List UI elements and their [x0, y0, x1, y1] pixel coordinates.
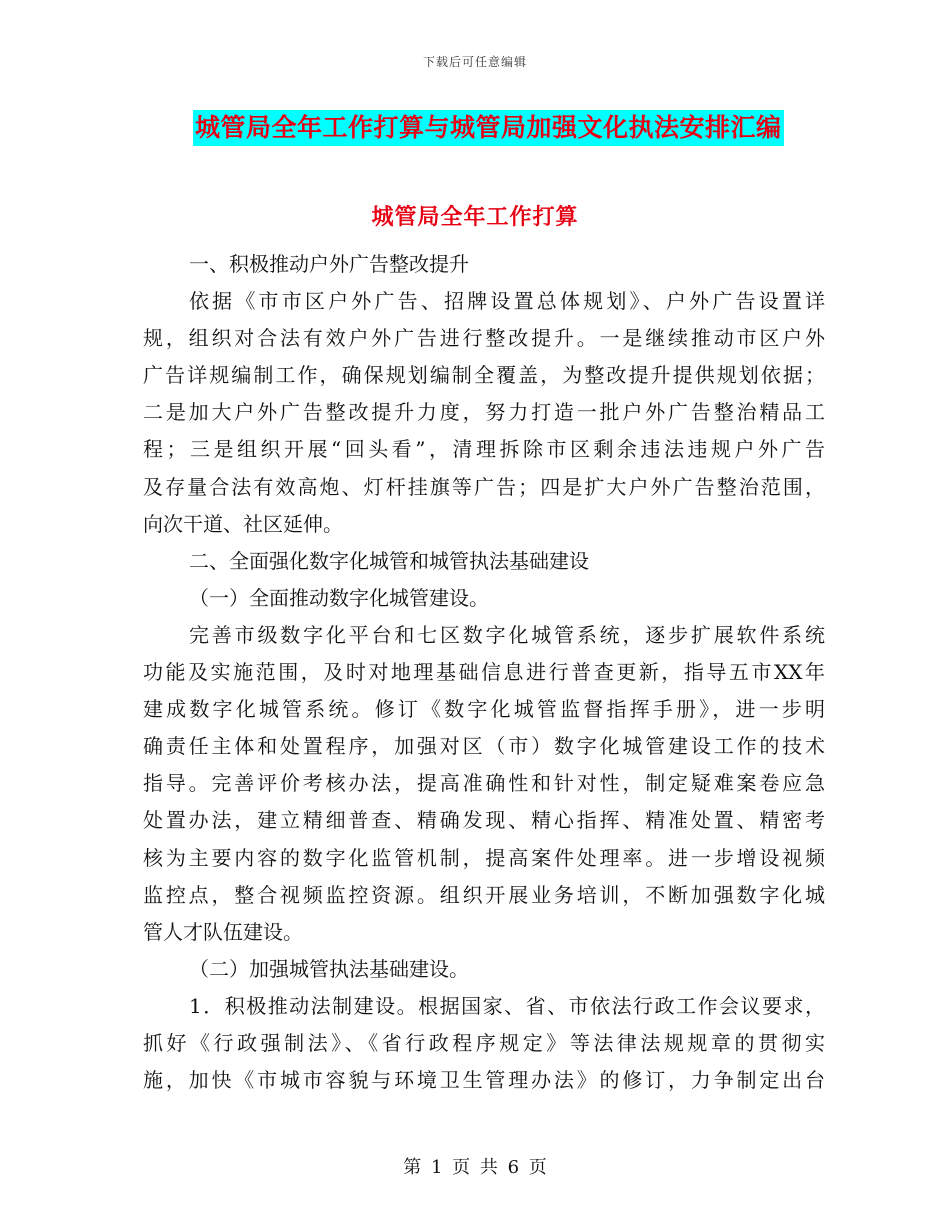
paragraph-line: 确责任主体和处置程序，加强对区（市）数字化城管建设工作的技术: [143, 734, 825, 759]
document-body: [143, 246, 825, 1099]
paragraph-line: 1．积极推动法制建设。根据国家、省、市依法行政工作会议要求，: [189, 993, 825, 1018]
page-header-note: 下载后可任意编辑: [422, 55, 527, 69]
heading-line: 二、全面强化数字化城管和城管执法基础建设: [189, 548, 589, 573]
subheading-line: （二）加强城管执法基础建设。: [189, 956, 469, 981]
paragraph-line: 功能及实施范围，及时对地理基础信息进行普查更新，指导五市XX年: [143, 660, 825, 685]
document-title: 城管局全年工作打算与城管局加强文化执法安排汇编: [193, 110, 784, 146]
paragraph-line: 抓好《行政强制法》、《省行政程序规定》等法律法规规章的贯彻实: [143, 1030, 825, 1055]
paragraph-line: 管人才队伍建设。: [143, 919, 303, 944]
paragraph-line: 依据《市市区户外广告、招牌设置总体规划》、户外广告设置详: [189, 289, 825, 314]
subheading-line: （一）全面推动数字化城管建设。: [189, 585, 489, 610]
paragraph-line: 二是加大户外广告整改提升力度，努力打造一批户外广告整治精品工: [143, 400, 825, 425]
paragraph-line: 施，加快《市城市容貌与环境卫生管理办法》的修订，力争制定出台: [143, 1068, 825, 1093]
paragraph-line: 向次干道、社区延伸。: [143, 511, 343, 536]
heading-line: 一、积极推动户外广告整改提升: [189, 252, 469, 276]
paragraph-line: 规，组织对合法有效户外广告进行整改提升。一是继续推动市区户外: [143, 326, 825, 351]
paragraph-line: 处置办法，建立精细普查、精确发现、精心指挥、精准处置、精密考: [143, 808, 825, 833]
section-title: 城管局全年工作打算: [371, 204, 579, 230]
paragraph-line: 指导。完善评价考核办法，提高准确性和针对性，制定疑难案卷应急: [143, 771, 825, 796]
paragraph-line: 监控点，整合视频监控资源。组织开展业务培训，不断加强数字化城: [143, 882, 825, 907]
paragraph-line: 建成数字化城管系统。修订《数字化城管监督指挥手册》，进一步明: [143, 697, 825, 722]
paragraph-line: 程；三是组织开展“回头看”，清理拆除市区剩余违法违规户外广告: [143, 437, 825, 462]
paragraph-line: 广告详规编制工作，确保规划编制全覆盖，为整改提升提供规划依据；: [143, 363, 825, 388]
paragraph-line: 核为主要内容的数字化监管机制，提高案件处理率。进一步增设视频: [143, 845, 825, 870]
paragraph-line: 完善市级数字化平台和七区数字化城管系统，逐步扩展软件系统: [189, 622, 825, 647]
paragraph-line: 及存量合法有效高炮、灯杆挂旗等广告；四是扩大户外广告整治范围，: [143, 474, 825, 499]
page-number-footer: 第 1 页 共 6 页: [403, 1157, 547, 1178]
